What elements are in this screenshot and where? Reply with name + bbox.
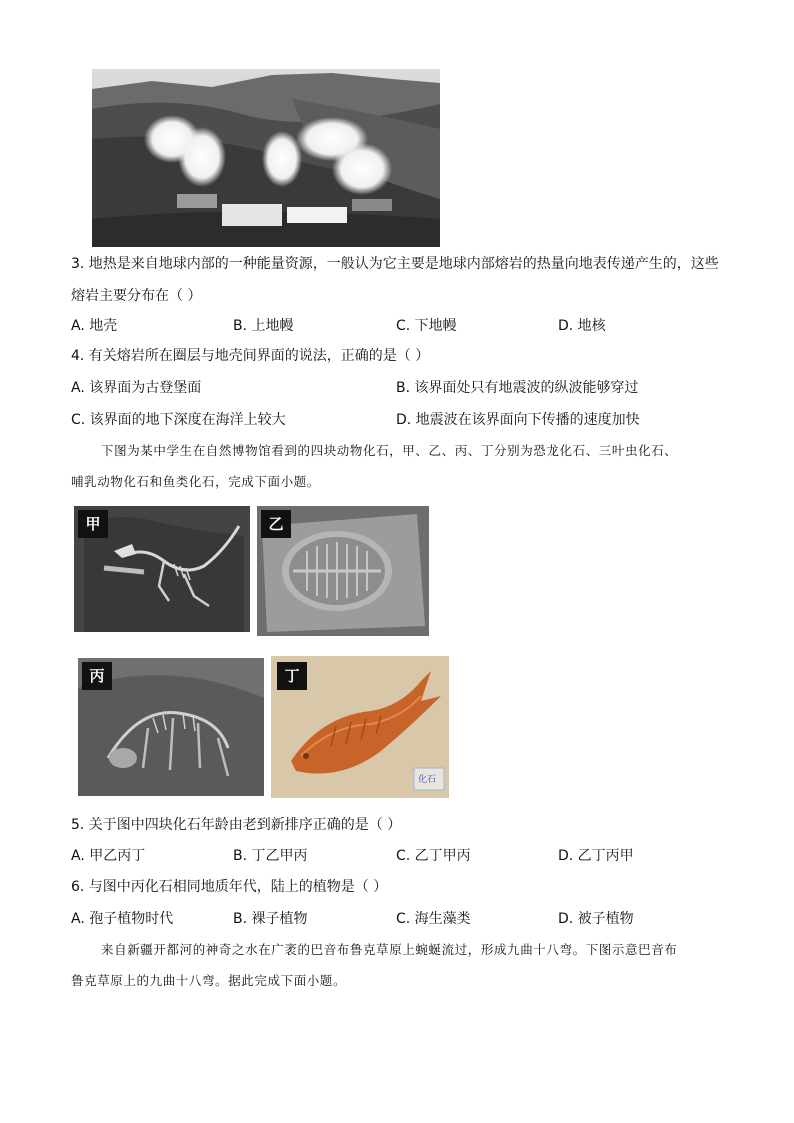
fossil-bing-label: 丙 — [82, 662, 112, 690]
q5-option-b[interactable]: B. 丁乙甲丙 — [233, 848, 308, 864]
q5-option-a[interactable]: A. 甲乙丙丁 — [71, 848, 146, 864]
q4-option-d[interactable]: D. 地震波在该界面向下传播的速度加快 — [396, 412, 640, 428]
q5-option-c[interactable]: C. 乙丁甲丙 — [396, 848, 471, 864]
fossil-intro-line1: 下图为某中学生在自然博物馆看到的四块动物化石，甲、乙、丙、丁分别为恐龙化石、三叶虫化石、 — [101, 443, 678, 458]
fossil-intro-line2: 哺乳动物化石和鱼类化石，完成下面小题。 — [71, 474, 320, 489]
river-intro-line1: 来自新疆开都河的神奇之水在广袤的巴音布鲁克草原上蜿蜒流过，形成九曲十八弯。下图示意巴音布 — [101, 942, 678, 957]
river-intro-line2: 鲁克草原上的九曲十八弯。据此完成下面小题。 — [71, 973, 347, 988]
q6-option-b[interactable]: B. 裸子植物 — [233, 911, 308, 927]
q6-option-c[interactable]: C. 海生藻类 — [396, 911, 471, 927]
q4-option-c[interactable]: C. 该界面的地下深度在海洋上较大 — [71, 412, 286, 428]
fish-photo-watermark: 化石 — [418, 775, 437, 785]
fossil-yi-label: 乙 — [261, 510, 291, 538]
q6-stem: 6. 与图中丙化石相同地质年代，陆上的植物是（ ） — [71, 879, 388, 895]
q5-option-d[interactable]: D. 乙丁丙甲 — [558, 848, 634, 864]
fossil-ding-label: 丁 — [277, 662, 307, 690]
q3-option-a[interactable]: A. 地壳 — [71, 318, 118, 334]
q5-stem: 5. 关于图中四块化石年龄由老到新排序正确的是（ ） — [71, 817, 402, 833]
q3-option-b[interactable]: B. 上地幔 — [233, 318, 294, 334]
q6-option-d[interactable]: D. 被子植物 — [558, 911, 634, 927]
q3-option-c[interactable]: C. 下地幔 — [396, 318, 457, 334]
q3-stem-line1: 3. 地热是来自地球内部的一种能量资源，一般认为它主要是地球内部熔岩的热量向地表传递产生的，这些 — [71, 256, 719, 272]
q6-option-a[interactable]: A. 孢子植物时代 — [71, 911, 174, 927]
q3-option-d[interactable]: D. 地核 — [558, 318, 606, 334]
q3-stem-line2: 熔岩主要分布在（ ） — [71, 288, 202, 304]
geothermal-plant-photo — [92, 69, 440, 247]
q4-stem: 4. 有关熔岩所在圈层与地壳间界面的说法，正确的是（ ） — [71, 348, 430, 364]
fossil-jia-label: 甲 — [78, 510, 108, 538]
q4-option-a[interactable]: A. 该界面为古登堡面 — [71, 380, 202, 396]
q4-option-b[interactable]: B. 该界面处只有地震波的纵波能够穿过 — [396, 380, 639, 396]
